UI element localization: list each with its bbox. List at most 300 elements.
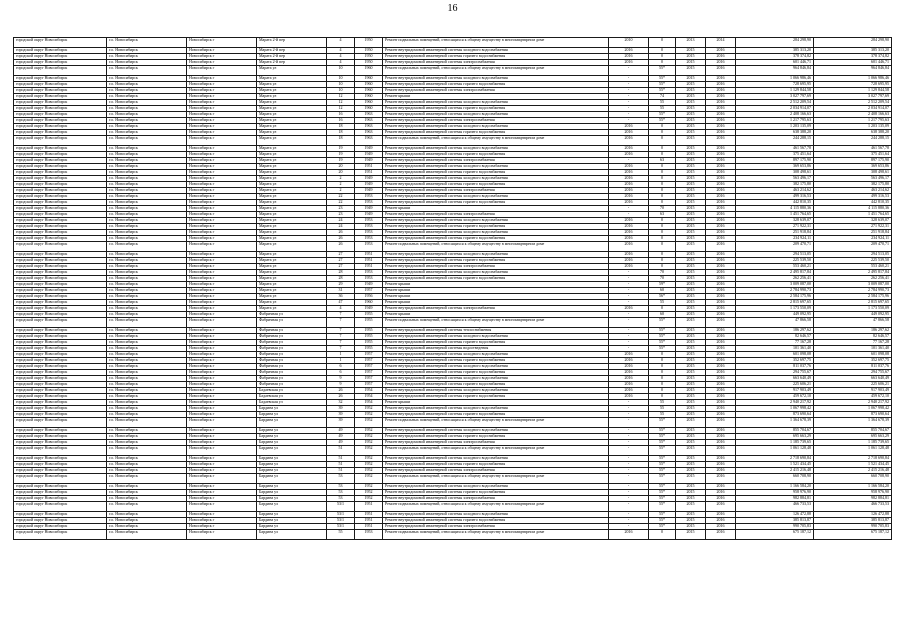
cost-cell: 385 813,87 <box>736 518 814 524</box>
work-type-cell: Ремонт внутридомовой инженерной системы холодного водоснабжения <box>383 376 609 382</box>
start-year-cell: 2015 <box>676 54 706 60</box>
plan-col-cell: 2010 <box>609 38 649 48</box>
cost-cell: 1 061 128,48 <box>736 446 814 456</box>
plan-col-cell: - <box>609 118 649 124</box>
district-cell: городской округ Новосибирск <box>14 230 107 236</box>
wear-percent-cell: 55 <box>649 412 676 418</box>
house-number-cell: 9 <box>327 376 355 382</box>
build-year-cell: 1951 <box>355 164 383 170</box>
locality-cell: г.о. Новосибирск <box>107 94 187 100</box>
end-year-cell: 2016 <box>706 376 736 382</box>
build-year-cell: 1952 <box>355 456 383 462</box>
wear-percent-cell: 56* <box>649 294 676 300</box>
build-year-cell: 1951 <box>355 524 383 530</box>
start-year-cell: 2015 <box>676 224 706 230</box>
city-cell: Новосибирск г <box>187 300 257 306</box>
work-type-cell: Ремонт внутридомовой инженерной системы горячего водоснабжения <box>383 462 609 468</box>
start-year-cell: 2015 <box>676 406 706 412</box>
house-number-cell: 39 <box>327 418 355 428</box>
house-number-cell: 10 <box>327 66 355 76</box>
wear-percent-cell: 0 <box>649 530 676 540</box>
end-year-cell: 2016 <box>706 306 736 312</box>
street-cell: Марата ул <box>257 106 327 112</box>
cost-cell: 1 521 434,45 <box>736 462 814 468</box>
city-cell: Новосибирск г <box>187 462 257 468</box>
build-year-cell: 1952 <box>355 434 383 440</box>
street-cell: Бардина ул <box>257 474 327 484</box>
city-cell: Новосибирск г <box>187 270 257 276</box>
work-type-cell: Ремонт внутридомовой инженерной системы холодного водоснабжения <box>383 484 609 490</box>
wear-percent-cell: 0 <box>649 258 676 264</box>
house-number-cell: 26 <box>327 236 355 242</box>
city-cell: Новосибирск г <box>187 112 257 118</box>
cost-cell: 186 297,62 <box>736 328 814 334</box>
locality-cell: г.о. Новосибирск <box>107 334 187 340</box>
total-cost-cell: 3 009 087,00 <box>814 282 892 288</box>
start-year-cell: 2015 <box>676 194 706 200</box>
house-number-cell: 4 <box>327 38 355 48</box>
locality-cell: г.о. Новосибирск <box>107 490 187 496</box>
build-year-cell: 1953 <box>355 276 383 282</box>
city-cell: Новосибирск г <box>187 334 257 340</box>
total-cost-cell: 1 521 434,45 <box>814 462 892 468</box>
start-year-cell: 2015 <box>676 270 706 276</box>
street-cell: Бадаевская ул <box>257 388 327 394</box>
build-year-cell: 1960 <box>355 300 383 306</box>
city-cell: Новосибирск г <box>187 82 257 88</box>
start-year-cell: 2015 <box>676 400 706 406</box>
city-cell: Новосибирск г <box>187 170 257 176</box>
street-cell: Бардина ул <box>257 462 327 468</box>
start-year-cell: 2015 <box>676 146 706 152</box>
cost-cell: 982 884,81 <box>736 496 814 502</box>
start-year-cell: 2015 <box>676 164 706 170</box>
district-cell: городской округ Новосибирск <box>14 418 107 428</box>
district-cell: городской округ Новосибирск <box>14 170 107 176</box>
total-cost-cell: 728 695,95 <box>814 82 892 88</box>
start-year-cell: 2015 <box>676 100 706 106</box>
city-cell: Новосибирск г <box>187 352 257 358</box>
locality-cell: г.о. Новосибирск <box>107 270 187 276</box>
work-type-cell: Ремонт внутридомовой инженерной системы горячего водоснабжения <box>383 200 609 206</box>
build-year-cell: 1955 <box>355 328 383 334</box>
build-year-cell: 1952 <box>355 418 383 428</box>
build-year-cell: 1952 <box>355 446 383 456</box>
locality-cell: г.о. Новосибирск <box>107 352 187 358</box>
plan-col-cell: - <box>609 518 649 524</box>
wear-percent-cell: 0 <box>649 224 676 230</box>
plan-col-cell: 2016 <box>609 152 649 158</box>
wear-percent-cell: 0 <box>649 352 676 358</box>
work-type-cell: Ремонт внутридомовой инженерной системы горячего водоснабжения <box>383 490 609 496</box>
city-cell: Новосибирск г <box>187 76 257 82</box>
work-type-cell: Ремонт внутридомовой инженерной системы холодного водоснабжения <box>383 428 609 434</box>
district-cell: городской округ Новосибирск <box>14 512 107 518</box>
locality-cell: г.о. Новосибирск <box>107 158 187 164</box>
district-cell: городской округ Новосибирск <box>14 76 107 82</box>
cost-cell: 2 584 175,96 <box>736 294 814 300</box>
wear-percent-cell: 0 <box>649 236 676 242</box>
work-type-cell: Ремонт внутридомовой инженерной системы холодного водоснабжения <box>383 512 609 518</box>
district-cell: городской округ Новосибирск <box>14 412 107 418</box>
start-year-cell: 2015 <box>676 530 706 540</box>
street-cell: Фабричная ул <box>257 370 327 376</box>
end-year-cell: 2016 <box>706 118 736 124</box>
house-number-cell: 7 <box>327 328 355 334</box>
start-year-cell: 2015 <box>676 418 706 428</box>
street-cell: Бардина ул <box>257 428 327 434</box>
start-year-cell: 2015 <box>676 276 706 282</box>
build-year-cell: 1953 <box>355 236 383 242</box>
plan-col-cell: - <box>609 282 649 288</box>
work-type-cell: Ремонт внутридомовой инженерной системы электроснабжения <box>383 88 609 94</box>
work-type-cell: Ремонт внутридомовой инженерной системы холодного водоснабжения <box>383 176 609 182</box>
end-year-cell: 2016 <box>706 124 736 130</box>
end-year-cell: 2016 <box>706 200 736 206</box>
city-cell: Новосибирск г <box>187 164 257 170</box>
build-year-cell: 1949 <box>355 306 383 312</box>
total-cost-cell: 2 415 216,48 <box>814 468 892 474</box>
house-number-cell: 9 <box>327 382 355 388</box>
cost-cell: 964 846,84 <box>736 66 814 76</box>
city-cell: Новосибирск г <box>187 496 257 502</box>
cost-cell: 2 408 166,63 <box>736 112 814 118</box>
city-cell: Новосибирск г <box>187 264 257 270</box>
end-year-cell: 2016 <box>706 66 736 76</box>
district-cell: городской округ Новосибирск <box>14 158 107 164</box>
wear-percent-cell: 55* <box>649 346 676 352</box>
build-year-cell: 1952 <box>355 440 383 446</box>
work-type-cell: Ремонт крыши <box>383 300 609 306</box>
cost-cell: 4 115 880,36 <box>736 206 814 212</box>
locality-cell: г.о. Новосибирск <box>107 206 187 212</box>
build-year-cell: 1952 <box>355 412 383 418</box>
city-cell: Новосибирск г <box>187 440 257 446</box>
end-year-cell: 2016 <box>706 146 736 152</box>
locality-cell: г.о. Новосибирск <box>107 502 187 512</box>
house-number-cell: 51 <box>327 462 355 468</box>
build-year-cell: 1963 <box>355 124 383 130</box>
table-row <box>14 66 892 76</box>
work-type-cell: Ремонт внутридомовой инженерной системы горячего водоснабжения <box>383 412 609 418</box>
street-cell: Марата ул <box>257 218 327 224</box>
build-year-cell: 1949 <box>355 152 383 158</box>
build-year-cell: 1951 <box>355 512 383 518</box>
cost-cell: 3 009 087,00 <box>736 282 814 288</box>
end-year-cell: 2016 <box>706 512 736 518</box>
street-cell: Марата ул <box>257 176 327 182</box>
city-cell: Новосибирск г <box>187 364 257 370</box>
build-year-cell: 1952 <box>355 474 383 484</box>
cost-cell: 459 672,10 <box>736 394 814 400</box>
build-year-cell: 1949 <box>355 182 383 188</box>
city-cell: Новосибирск г <box>187 418 257 428</box>
street-cell: Бардина ул <box>257 512 327 518</box>
plan-col-cell: - <box>609 440 649 446</box>
work-type-cell: Ремонт крыши <box>383 312 609 318</box>
start-year-cell: 2015 <box>676 318 706 328</box>
start-year-cell: 2015 <box>676 88 706 94</box>
street-cell: Фабричная ул <box>257 346 327 352</box>
cost-cell: 225 539,50 <box>736 258 814 264</box>
plan-col-cell: - <box>609 462 649 468</box>
house-number-cell: 51 <box>327 456 355 462</box>
locality-cell: г.о. Новосибирск <box>107 82 187 88</box>
locality-cell: г.о. Новосибирск <box>107 212 187 218</box>
street-cell: Фабричная ул <box>257 340 327 346</box>
total-cost-cell: 499 316,53 <box>814 194 892 200</box>
district-cell: городской округ Новосибирск <box>14 270 107 276</box>
street-cell: Марата ул <box>257 264 327 270</box>
wear-percent-cell: 70 <box>649 206 676 212</box>
start-year-cell: 2015 <box>676 300 706 306</box>
house-number-cell: 7 <box>327 312 355 318</box>
cost-cell: 382 175,80 <box>736 182 814 188</box>
wear-percent-cell: 0 <box>649 358 676 364</box>
work-type-cell: Ремонт внутридомовой инженерной системы электроснабжения <box>383 264 609 270</box>
build-year-cell: 1953 <box>355 270 383 276</box>
city-cell: Новосибирск г <box>187 258 257 264</box>
city-cell: Новосибирск г <box>187 346 257 352</box>
end-year-cell: 2016 <box>706 474 736 484</box>
district-cell: городской округ Новосибирск <box>14 312 107 318</box>
district-cell: городской округ Новосибирск <box>14 428 107 434</box>
build-year-cell: 1955 <box>355 346 383 352</box>
total-cost-cell: 1 066 986,46 <box>814 76 892 82</box>
wear-percent-cell: 0 <box>649 54 676 60</box>
city-cell: Новосибирск г <box>187 524 257 530</box>
wear-percent-cell: 74 <box>649 94 676 100</box>
cost-cell: 958 976,90 <box>736 490 814 496</box>
plan-col-cell: 2016 <box>609 364 649 370</box>
cost-cell: 728 695,95 <box>736 82 814 88</box>
end-year-cell: 2016 <box>706 48 736 54</box>
district-cell: городской округ Новосибирск <box>14 340 107 346</box>
end-year-cell: 2016 <box>706 524 736 530</box>
work-type-cell: Ремонт внутридомовой инженерной системы горячего водоснабжения <box>383 434 609 440</box>
work-type-cell: Ремонт внутридомовой инженерной системы холодного водоснабжения <box>383 352 609 358</box>
wear-percent-cell: 55 <box>649 400 676 406</box>
work-type-cell: Ремонт внутридомовой инженерной системы холодного водоснабжения <box>383 48 609 54</box>
street-cell: Фабричная ул <box>257 376 327 382</box>
house-number-cell: 31 <box>327 288 355 294</box>
plan-col-cell: 2016 <box>609 382 649 388</box>
build-year-cell: 1952 <box>355 428 383 434</box>
wear-percent-cell: 55* <box>649 318 676 328</box>
total-cost-cell: 553 460,21 <box>814 264 892 270</box>
table-row <box>14 530 892 540</box>
district-cell: городской округ Новосибирск <box>14 252 107 258</box>
total-cost-cell: 328 639,07 <box>814 218 892 224</box>
total-cost-cell: 563 496,17 <box>814 176 892 182</box>
plan-col-cell: 2016 <box>609 530 649 540</box>
street-cell: Марата ул <box>257 188 327 194</box>
wear-percent-cell: 0 <box>649 264 676 270</box>
wear-percent-cell: 0 <box>649 388 676 394</box>
start-year-cell: 2015 <box>676 112 706 118</box>
locality-cell: г.о. Новосибирск <box>107 54 187 60</box>
start-year-cell: 2015 <box>676 182 706 188</box>
start-year-cell: 2015 <box>676 76 706 82</box>
work-type-cell: Ремонт внутридомовой инженерной системы холодного водоснабжения <box>383 230 609 236</box>
street-cell: Марата ул <box>257 130 327 136</box>
district-cell: городской округ Новосибирск <box>14 206 107 212</box>
end-year-cell: 2014 <box>706 38 736 48</box>
house-number-cell: 32 <box>327 400 355 406</box>
street-cell: Фабричная ул <box>257 382 327 388</box>
district-cell: городской округ Новосибирск <box>14 306 107 312</box>
locality-cell: г.о. Новосибирск <box>107 440 187 446</box>
build-year-cell: 1952 <box>355 484 383 490</box>
house-number-cell: 51 <box>327 468 355 474</box>
total-cost-cell: 209 470,71 <box>814 242 892 252</box>
house-number-cell: 4 <box>327 54 355 60</box>
wear-percent-cell: 0 <box>649 370 676 376</box>
work-type-cell: Ремонт внутридомовой инженерной системы электроснабжения <box>383 212 609 218</box>
street-cell: Марата ул <box>257 88 327 94</box>
work-type-cell: Ремонт внутридомовой инженерной системы холодного водоснабжения <box>383 100 609 106</box>
total-cost-cell: 294 755,67 <box>814 370 892 376</box>
wear-percent-cell: 55* <box>649 502 676 512</box>
end-year-cell: 2016 <box>706 328 736 334</box>
district-cell: городской округ Новосибирск <box>14 66 107 76</box>
end-year-cell: 2016 <box>706 206 736 212</box>
plan-col-cell: - <box>609 524 649 530</box>
locality-cell: г.о. Новосибирск <box>107 152 187 158</box>
total-cost-cell: 82 646,57 <box>814 334 892 340</box>
locality-cell: г.о. Новосибирск <box>107 124 187 130</box>
end-year-cell: 2016 <box>706 152 736 158</box>
cost-cell: 2 034 914,07 <box>736 106 814 112</box>
plan-col-cell: - <box>609 82 649 88</box>
city-cell: Новосибирск г <box>187 276 257 282</box>
district-cell: городской округ Новосибирск <box>14 352 107 358</box>
total-cost-cell: 186 297,62 <box>814 328 892 334</box>
house-number-cell: 2 <box>327 182 355 188</box>
locality-cell: г.о. Новосибирск <box>107 328 187 334</box>
start-year-cell: 2015 <box>676 48 706 54</box>
city-cell: Новосибирск г <box>187 230 257 236</box>
work-type-cell: Ремонт подвальных помещений, относящихся к общему имуществу в многоквартирном доме <box>383 242 609 252</box>
build-year-cell: 1953 <box>355 242 383 252</box>
house-number-cell: 28 <box>327 270 355 276</box>
build-year-cell: 1960 <box>355 100 383 106</box>
wear-percent-cell: 55* <box>649 462 676 468</box>
locality-cell: г.о. Новосибирск <box>107 264 187 270</box>
end-year-cell: 2016 <box>706 456 736 462</box>
start-year-cell: 2015 <box>676 518 706 524</box>
end-year-cell: 2016 <box>706 294 736 300</box>
house-number-cell: 53 <box>327 484 355 490</box>
house-number-cell: 51 <box>327 446 355 456</box>
work-type-cell: Ремонт внутридомовой инженерной системы теплоснабжения <box>383 328 609 334</box>
street-cell: Марата 2-й пер <box>257 48 327 54</box>
end-year-cell: 2016 <box>706 88 736 94</box>
wear-percent-cell: 55 <box>649 406 676 412</box>
locality-cell: г.о. Новосибирск <box>107 170 187 176</box>
work-type-cell: Ремонт внутридомовой инженерной системы холодного водоснабжения <box>383 146 609 152</box>
work-type-cell: Ремонт внутридомовой инженерной системы горячего водоснабжения <box>383 224 609 230</box>
total-cost-cell: 663 640,49 <box>814 376 892 382</box>
end-year-cell: 2016 <box>706 276 736 282</box>
locality-cell: г.о. Новосибирск <box>107 456 187 462</box>
total-cost-cell: 1 129 844,58 <box>814 88 892 94</box>
wear-percent-cell: 55* <box>649 76 676 82</box>
city-cell: Новосибирск г <box>187 136 257 146</box>
house-number-cell: 26 <box>327 230 355 236</box>
street-cell: Фабричная ул <box>257 364 327 370</box>
wear-percent-cell: 55* <box>649 446 676 456</box>
total-cost-cell: 2 584 175,96 <box>814 294 892 300</box>
table-row <box>14 136 892 146</box>
house-number-cell: 24 <box>327 224 355 230</box>
locality-cell: г.о. Новосибирск <box>107 176 187 182</box>
build-year-cell: 1949 <box>355 188 383 194</box>
city-cell: Новосибирск г <box>187 530 257 540</box>
wear-percent-cell: 55* <box>649 118 676 124</box>
start-year-cell: 2015 <box>676 364 706 370</box>
start-year-cell: 2015 <box>676 94 706 100</box>
end-year-cell: 2016 <box>706 388 736 394</box>
district-cell: городской округ Новосибирск <box>14 440 107 446</box>
build-year-cell: 1953 <box>355 224 383 230</box>
city-cell: Новосибирск г <box>187 340 257 346</box>
district-cell: городской округ Новосибирск <box>14 446 107 456</box>
work-type-cell: Ремонт внутридомовой инженерной системы холодного водоснабжения <box>383 270 609 276</box>
house-number-cell: 29 <box>327 282 355 288</box>
locality-cell: г.о. Новосибирск <box>107 468 187 474</box>
district-cell: городской округ Новосибирск <box>14 382 107 388</box>
start-year-cell: 2015 <box>676 218 706 224</box>
total-cost-cell: 964 846,84 <box>814 66 892 76</box>
house-number-cell: 2 <box>327 176 355 182</box>
end-year-cell: 2016 <box>706 94 736 100</box>
district-cell: городской округ Новосибирск <box>14 468 107 474</box>
cost-cell: 2 718 690,84 <box>736 456 814 462</box>
city-cell: Новосибирск г <box>187 512 257 518</box>
start-year-cell: 2015 <box>676 412 706 418</box>
work-type-cell: Ремонт внутридомовой инженерной системы электроснабжения <box>383 524 609 530</box>
start-year-cell: 2015 <box>676 446 706 456</box>
city-cell: Новосибирск г <box>187 252 257 258</box>
street-cell: Марата ул <box>257 124 327 130</box>
total-cost-cell: 4 115 880,36 <box>814 206 892 212</box>
locality-cell: г.о. Новосибирск <box>107 276 187 282</box>
district-cell: городской округ Новосибирск <box>14 276 107 282</box>
city-cell: Новосибирск г <box>187 60 257 66</box>
wear-percent-cell: 0 <box>649 194 676 200</box>
end-year-cell: 2016 <box>706 318 736 328</box>
total-cost-cell: 1 217 795,63 <box>814 118 892 124</box>
plan-col-cell: - <box>609 300 649 306</box>
end-year-cell: 2016 <box>706 164 736 170</box>
total-cost-cell: 47 866,58 <box>814 318 892 328</box>
total-cost-cell: 917 903,49 <box>814 388 892 394</box>
work-type-cell: Ремонт внутридомовой инженерной системы горячего водоснабжения <box>383 340 609 346</box>
build-year-cell: 1952 <box>355 496 383 502</box>
end-year-cell: 2016 <box>706 312 736 318</box>
house-number-cell: 6 <box>327 370 355 376</box>
locality-cell: г.о. Новосибирск <box>107 462 187 468</box>
street-cell: Марата ул <box>257 242 327 252</box>
end-year-cell: 2016 <box>706 400 736 406</box>
district-cell: городской округ Новосибирск <box>14 146 107 152</box>
house-number-cell: 7 <box>327 340 355 346</box>
locality-cell: г.о. Новосибирск <box>107 412 187 418</box>
house-number-cell: 16 <box>327 112 355 118</box>
locality-cell: г.о. Новосибирск <box>107 394 187 400</box>
street-cell: Фабричная ул <box>257 358 327 364</box>
